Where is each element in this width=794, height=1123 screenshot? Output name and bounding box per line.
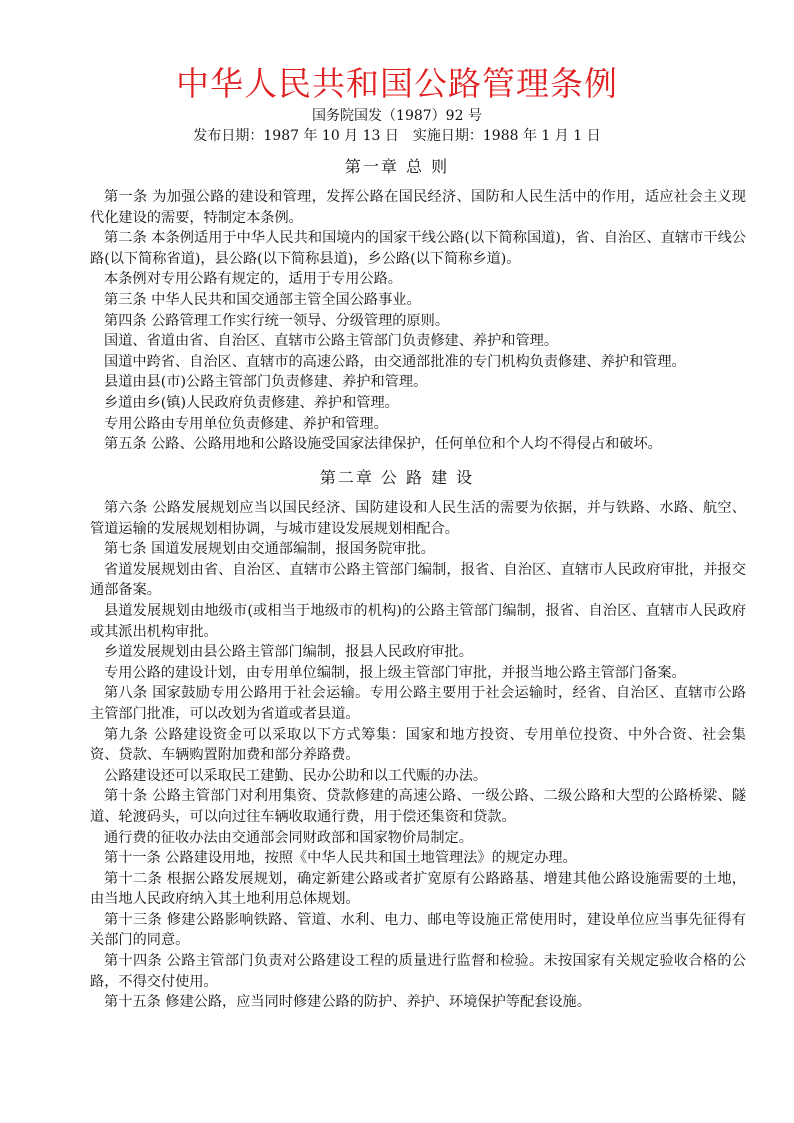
chapter-2-body [90,498,746,1013]
article-paragraph: 第十四条 公路主管部门负责对公路建设工程的质量进行监督和检验。未按国家有关规定验收合格的公路，不得交付使用。 [90,953,746,990]
chapter-heading: 第二章 公 路 建 设 [319,468,475,487]
document-title: 中华人民共和国公路管理条例 [176,64,618,103]
article-paragraph: 省道发展规划由省、自治区、直辖市公路主管部门编制，报省、自治区、直辖市人民政府审批，并报交通部备案。 [90,561,746,599]
article-paragraph: 通行费的征收办法由交通部会同财政部和国家物价局制定。 [104,829,473,846]
article-paragraph: 第九条 公路建设资金可以采取以下方式筹集：国家和地方投资、专用单位投资、中外合资、社会集资、贷款、车辆购置附加费和部分养路费。 [90,726,746,764]
article-paragraph: 第四条 公路管理工作实行统一领导、分级管理的原则。 [104,312,450,329]
article-paragraph: 第十二条 根据公路发展规划，确定新建公路或者扩宽原有公路路基、增建其他公路设施需要的土地，由当地人民政府纳入其土地利用总体规划。 [90,870,746,908]
chapter-heading: 第一章 总 则 [344,157,450,176]
article-paragraph: 县道由县(市)公路主管部门负责修建、养护和管理。 [104,374,428,391]
article-paragraph: 第五条 公路、公路用地和公路设施受国家法律保护，任何单位和个人均不得侵占和破坏。 [104,436,662,453]
article-paragraph: 第八条 国家鼓励专用公路用于社会运输。专用公路主要用于社会运输时，经省、自治区、直辖市公路主管部门批准，可以改划为省道或者县道。 [90,685,746,722]
article-paragraph: 乡道由乡(镇)人民政府负责修建、养护和管理。 [104,394,399,411]
article-paragraph: 第十三条 修建公路影响铁路、管道、水利、电力、邮电等设施正常使用时，建设单位应当事先征得有关部门的同意。 [90,911,746,949]
article-paragraph: 第七条 国道发展规划由交通部编制，报国务院审批。 [104,541,435,558]
article-paragraph: 乡道发展规划由县公路主管部门编制，报县人民政府审批。 [104,644,473,661]
article-paragraph: 县道发展规划由地级市(或相当于地级市的机构)的公路主管部门编制，报省、自治区、直辖市人民政府或其派出机构审批。 [90,602,746,640]
article-paragraph: 第十一条 公路建设用地，按照《中华人民共和国土地管理法》的规定办理。 [104,850,577,867]
article-paragraph: 本条例对专用公路有规定的，适用于专用公路。 [104,271,402,288]
chapter-1-body [90,187,746,455]
article-paragraph: 专用公路由专用单位负责修建、养护和管理。 [104,415,388,432]
article-paragraph: 第六条 公路发展规划应当以国民经济、国防建设和人民生活的需要为依据，并与铁路、水路、航空、管道运输的发展规划相协调，与城市建设发展规划相配合。 [90,500,746,537]
article-paragraph: 第一条 为加强公路的建设和管理，发挥公路在国民经济、国防和人民生活中的作用，适应社会主义现代化建设的需要，特制定本条例。 [90,189,746,226]
issuer-line: 国务院国发（1987）92 号 [312,108,482,124]
article-paragraph: 第二条 本条例适用于中华人民共和国境内的国家干线公路(以下简称国道)，省、自治区、直辖市干线公路(以下简称省道)，县公路(以下简称县道)，乡公路(以下简称乡道)。 [90,230,746,267]
article-paragraph: 专用公路的建设计划，由专用单位编制，报上级主管部门审批，并报当地公路主管部门备案。 [104,664,686,681]
dates-line: 发布日期：1987 年 10 月 13 日 实施日期：1988 年 1 月 1 日 [193,128,601,144]
article-paragraph: 国道、省道由省、自治区、直辖市公路主管部门负责修建、养护和管理。 [104,333,559,350]
article-paragraph: 国道中跨省、自治区、直辖市的高速公路，由交通部批准的专门机构负责修建、养护和管理。 [104,353,686,370]
article-paragraph: 第十五条 修建公路，应当同时修建公路的防护、养护、环境保护等配套设施。 [104,994,591,1011]
article-paragraph: 公路建设还可以采取民工建勤、民办公助和以工代赈的办法。 [104,767,488,784]
article-paragraph: 第十条 公路主管部门对利用集资、贷款修建的高速公路、一级公路、二级公路和大型的公路桥梁、隧道、轮渡码头，可以向过往车辆收取通行费，用于偿还集资和贷款。 [90,788,746,825]
article-paragraph: 第三条 中华人民共和国交通部主管全国公路事业。 [104,291,421,308]
